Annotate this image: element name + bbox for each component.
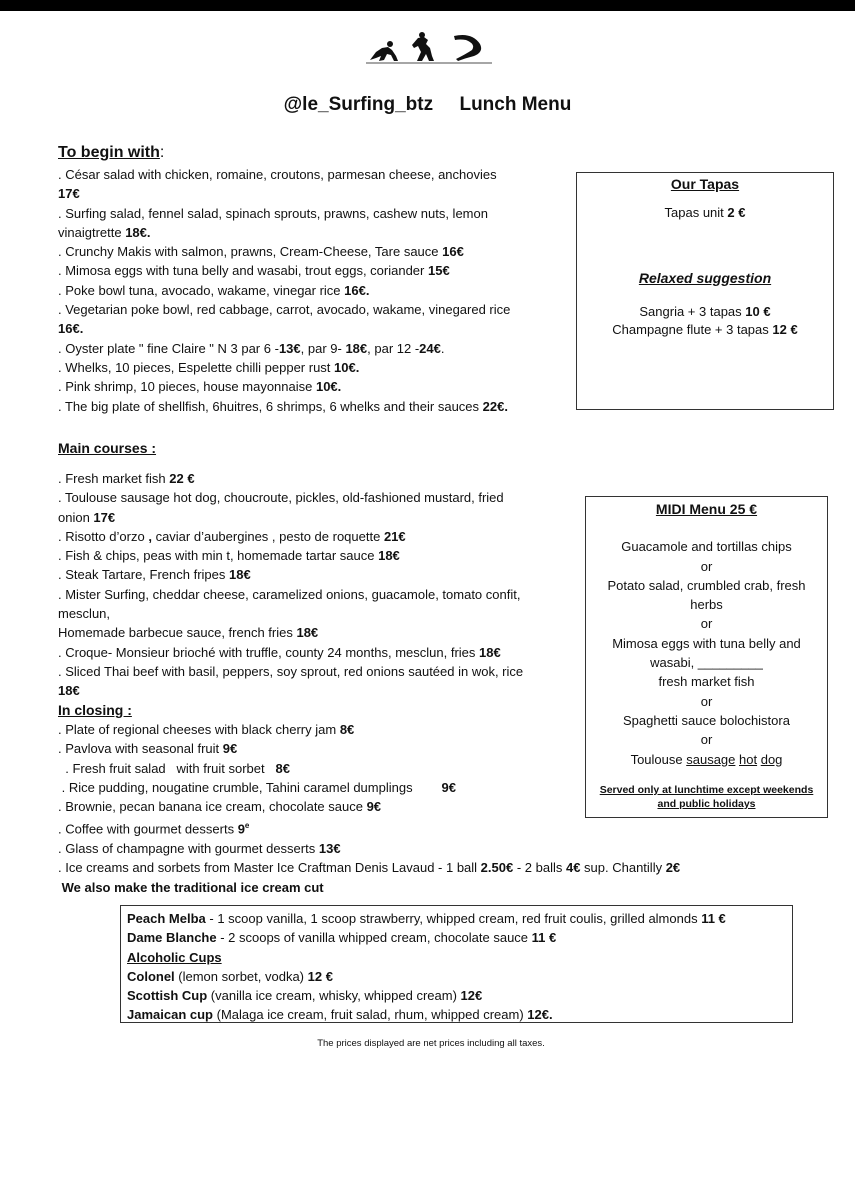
list-item: Dame Blanche - 2 scoops of vanilla whipped cream, chocolate sauce 11 € bbox=[127, 930, 557, 946]
list-item: 17€ bbox=[58, 186, 80, 202]
list-item: Potato salad, crumbled crab, fresh bbox=[607, 577, 806, 593]
list-item: Jamaican cup (Malaga ice cream, fruit salad, rhum, whipped cream) 12€. bbox=[127, 1007, 553, 1023]
list-item: mesclun, bbox=[58, 606, 111, 622]
list-item: Champagne flute + 3 tapas 12 € bbox=[612, 322, 798, 337]
list-item: . Plate of regional cheeses with black cherry jam 8€ bbox=[58, 722, 355, 737]
list-item: Toulouse sausage hot dog bbox=[630, 751, 783, 767]
list-item: . Coffee with gourmet desserts 9e bbox=[58, 821, 250, 837]
midi-heading: MIDI Menu 25 € bbox=[655, 501, 758, 517]
list-item: or bbox=[700, 558, 713, 574]
begin-heading bbox=[58, 144, 164, 162]
list-item: Scottish Cup (vanilla ice cream, whisky, whipped cream) 12€ bbox=[127, 988, 483, 1004]
list-item: . Toulouse sausage hot dog, choucroute, pickles, old-fashioned mustard, fried bbox=[58, 490, 504, 506]
list-item: . Rice pudding, nougatine crumble, Tahini caramel dumplings 9€ bbox=[58, 779, 456, 795]
list-item: . Croque- Monsieur brioché with truffle, county 24 months, mesclun, fries 18€ bbox=[58, 644, 501, 660]
relaxed-suggestion-heading: Relaxed suggestion bbox=[638, 270, 772, 286]
list-item: . Mimosa eggs with tuna belly and wasabi, trout eggs, coriander 15€ bbox=[58, 263, 450, 279]
list-item: or bbox=[700, 693, 713, 709]
list-item: . Ice creams and sorbets from Master Ice Craftman Denis Lavaud - 1 ball 2.50€ - 2 balls 4€ sup. Chantilly 2€ bbox=[58, 860, 681, 876]
list-item: . Oyster plate " fine Claire " N 3 par 6 -13€, par 9- 18€, par 12 -24€. bbox=[58, 340, 445, 356]
list-item: . Glass of champagne with gourmet desserts 13€ bbox=[58, 841, 341, 857]
page-title: @le_Surfing_btz Lunch Menu bbox=[283, 94, 572, 115]
list-item: . Pavlova with seasonal fruit 9€ bbox=[58, 741, 238, 757]
list-item: Colonel (lemon sorbet, vodka) 12 € bbox=[127, 968, 333, 984]
surf-logo-icon bbox=[362, 30, 497, 66]
begin-heading-colon: : bbox=[159, 144, 165, 161]
list-item: or bbox=[700, 732, 713, 748]
begin-list bbox=[58, 165, 510, 416]
list-item: . The big plate of shellfish, 6huitres, 6 shrimps, 6 whelks and their sauces 22€. bbox=[58, 398, 508, 414]
tapas-unit: Tapas unit 2 € bbox=[664, 205, 746, 220]
price-footnote: The prices displayed are net prices including all taxes. bbox=[317, 1038, 545, 1049]
list-item: or bbox=[700, 616, 713, 632]
closing-list bbox=[58, 720, 680, 897]
list-item: vinaigtrette 18€. bbox=[58, 224, 151, 240]
list-item: . César salad with chicken, romaine, croutons, parmesan cheese, anchovies bbox=[58, 167, 497, 182]
served-note-line: Served only at lunchtime except weekends bbox=[599, 783, 814, 796]
tapas-heading: Our Tapas bbox=[670, 176, 740, 192]
alcoholic-cups-heading: Alcoholic Cups bbox=[127, 949, 222, 965]
begin-heading-text: To begin with bbox=[58, 144, 160, 161]
top-black-bar bbox=[0, 0, 855, 11]
list-item: . Whelks, 10 pieces, Espelette chilli pepper rust 10€. bbox=[58, 359, 360, 375]
list-item: Homemade barbecue sauce, french fries 18€ bbox=[58, 625, 319, 641]
list-item: 18€ bbox=[58, 683, 80, 699]
list-item: . Fish & chips, peas with min t, homemade tartar sauce 18€ bbox=[58, 548, 400, 564]
list-item: herbs bbox=[690, 597, 723, 613]
list-item: . Vegetarian poke bowl, red cabbage, carrot, avocado, wakame, vinegared rice bbox=[58, 302, 511, 318]
main-heading: Main courses : bbox=[58, 440, 157, 456]
list-item: Spaghetti sauce bolochistora bbox=[623, 712, 790, 728]
served-note-line: and public holidays bbox=[657, 797, 756, 810]
traditional-note: We also make the traditional ice cream cut bbox=[58, 879, 324, 895]
tapas-box bbox=[576, 172, 834, 410]
list-item: . Brownie, pecan banana ice cream, chocolate sauce 9€ bbox=[58, 799, 382, 815]
list-item: . Crunchy Makis with salmon, prawns, Cream-Cheese, Tare sauce 16€ bbox=[58, 244, 464, 260]
list-item: Guacamole and tortillas chips bbox=[621, 539, 792, 555]
list-item: . Pink shrimp, 10 pieces, house mayonnaise 10€. bbox=[58, 379, 342, 395]
list-item: fresh market fish bbox=[658, 674, 755, 690]
suggestion-list bbox=[577, 303, 833, 339]
list-item: Peach Melba - 1 scoop vanilla, 1 scoop strawberry, whipped cream, red fruit coulis, grilled almonds 11 € bbox=[127, 911, 726, 926]
closing-heading: In closing : bbox=[58, 702, 132, 718]
list-item: onion 17€ bbox=[58, 509, 116, 525]
list-item: . Risotto d’orzo , caviar d’aubergines , pesto de roquette 21€ bbox=[58, 528, 406, 544]
list-item: . Fresh fruit salad with fruit sorbet 8€ bbox=[58, 760, 290, 776]
list-item: . Fresh market fish 22 € bbox=[58, 471, 195, 486]
list-item: . Sliced Thai beef with basil, peppers, soy sprout, red onions sautéed in wok, rice bbox=[58, 663, 524, 679]
main-list bbox=[58, 469, 523, 701]
list-item: . Poke bowl tuna, avocado, wakame, vinegar rice 16€. bbox=[58, 282, 370, 298]
list-item: 16€. bbox=[58, 321, 84, 337]
list-item: Sangria + 3 tapas 10 € bbox=[639, 304, 771, 319]
list-item: . Surfing salad, fennel salad, spinach sprouts, prawns, cashew nuts, lemon bbox=[58, 205, 488, 221]
list-item: . Mister Surfing, cheddar cheese, caramelized onions, guacamole, tomato confit, bbox=[58, 586, 521, 602]
list-item: . Steak Tartare, French fripes 18€ bbox=[58, 567, 251, 583]
list-item: wasabi, _________ bbox=[650, 655, 763, 671]
ice-cream-box bbox=[120, 905, 793, 1023]
list-item: Mimosa eggs with tuna belly and bbox=[612, 635, 801, 651]
